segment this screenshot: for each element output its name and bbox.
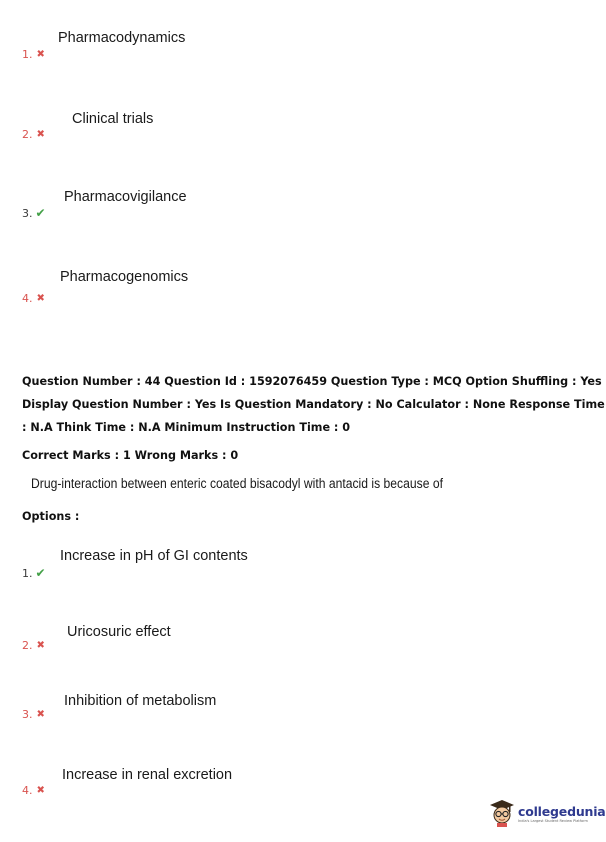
cross-icon: ✖ [36, 709, 45, 720]
logo-tagline: India's Largest Student Review Platform [518, 818, 588, 823]
prev-option-1-text: Pharmacodynamics [58, 30, 186, 46]
question-meta-line-3: : N.A Think Time : N.A Minimum Instruction Time : 0 [22, 421, 351, 434]
option-3-text: Inhibition of metabolism [64, 693, 217, 709]
option-1-text: Increase in pH of GI contents [60, 548, 248, 564]
option-1-label: 1. [22, 566, 33, 580]
option-2-text: Uricosuric effect [67, 624, 171, 640]
prev-option-4-label: 4. [22, 292, 33, 305]
prev-option-3-number [22, 206, 46, 220]
checkmark-icon: ✔ [35, 206, 46, 220]
prev-option-4-text: Pharmacogenomics [60, 269, 189, 285]
collegedunia-logo [489, 799, 606, 827]
question-text: Drug-interaction between enteric coated bisacodyl with antacid is because of [31, 476, 443, 491]
question-meta-line-1: Question Number : 44 Question Id : 1592076459 Question Type : MCQ Option Shuffling : Yes [22, 375, 602, 388]
prev-option-3-label: 3. [22, 206, 33, 220]
logo-text-group [518, 804, 606, 823]
prev-option-2-label: 2. [22, 128, 33, 141]
prev-option-2-text: Clinical trials [72, 111, 154, 127]
checkmark-icon: ✔ [35, 566, 46, 580]
options-label [22, 505, 79, 528]
option-3-number [22, 708, 45, 721]
logo-name: collegedunia [518, 803, 606, 819]
question-marks [22, 444, 238, 467]
option-2-label: 2. [22, 639, 33, 652]
option-4-label: 4. [22, 784, 33, 797]
cross-icon: ✖ [36, 49, 45, 60]
prev-option-1-number [22, 48, 45, 61]
cross-icon: ✖ [36, 640, 45, 651]
options-label-text: Options : [22, 510, 80, 523]
cross-icon: ✖ [36, 293, 45, 304]
cross-icon: ✖ [36, 785, 45, 796]
option-4-number [22, 784, 45, 797]
option-3-label: 3. [22, 708, 33, 721]
prev-option-4-number [22, 292, 45, 305]
question-meta-line-2: Display Question Number : Yes Is Question Mandatory : No Calculator : None Response Time [22, 398, 605, 411]
option-2-number [22, 639, 45, 652]
graduate-mascot-icon [489, 799, 515, 827]
prev-option-1-label: 1. [22, 48, 33, 61]
prev-option-3-text: Pharmacovigilance [64, 189, 187, 205]
prev-option-2-number [22, 128, 45, 141]
cross-icon: ✖ [36, 129, 45, 140]
question-marks-text: Correct Marks : 1 Wrong Marks : 0 [22, 449, 239, 462]
question-meta [22, 370, 605, 439]
option-4-text: Increase in renal excretion [62, 767, 233, 783]
option-1-number [22, 566, 46, 580]
